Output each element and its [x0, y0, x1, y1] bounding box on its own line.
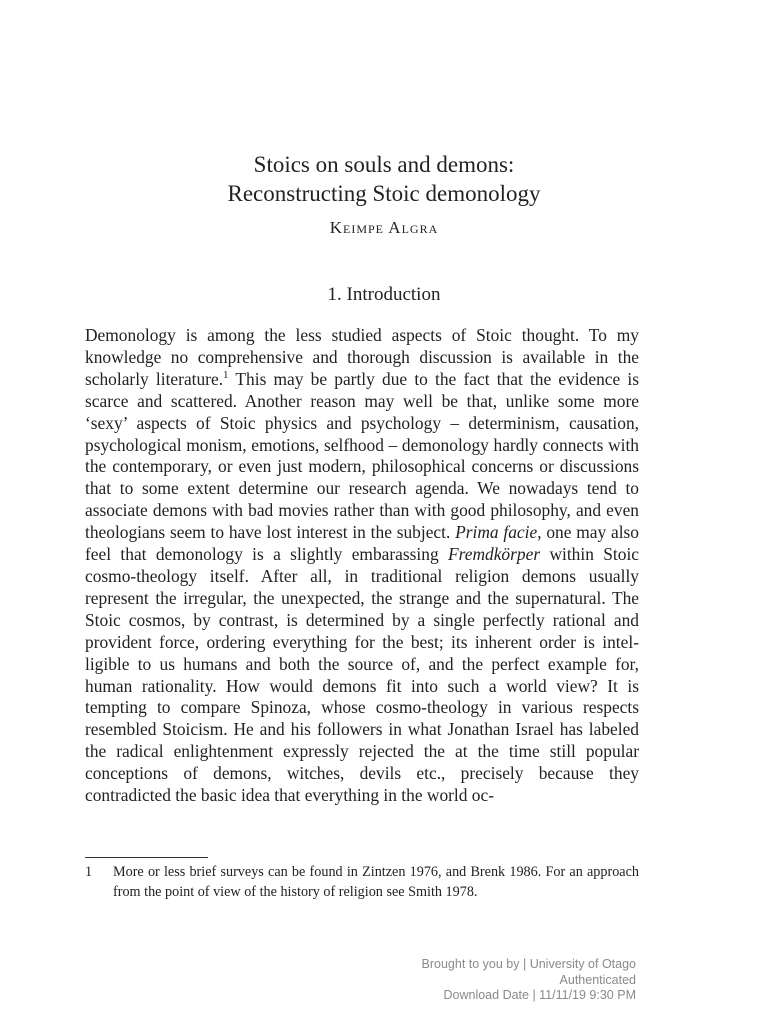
footnote-reference[interactable]: 1: [223, 368, 229, 381]
watermark-line-3: Download Date | 11/11/19 9:30 PM: [443, 988, 636, 1002]
body-text-part-1: Demonology is among the less studied aspects of Stoic thought. To my knowledge no comprehensive and thorough discussion is available in the scholarly literature.: [85, 325, 639, 389]
body-text-part-4: within Stoic cosmo-theology itself. After all, in traditional religion demons usually represent the irregular, the unexpected, the strange and the supernatural. The Stoic cosmos, by contrast, is determined by a single perfectly rational and provident force, ordering everything for the best; its inherent order is intelligible to us humans and both the source of, and the perfect example for, human rationality. How would demons fit into such a world view? It is tempting to compare Spinoza, whose cosmo-theology in various respects resembled Stoicism. He and his followers in what Jonathan Israel has labeled the radical enlightenment expressly rejected the at the time still popular conceptions of demons, witches, devils etc., precisely because they contradicted the basic idea that everything in the world oc-: [85, 544, 639, 806]
italic-phrase-prima-facie: Prima facie: [455, 522, 538, 543]
access-watermark: [422, 957, 636, 1004]
section-heading: 1. Introduction: [327, 284, 441, 305]
watermark-line-1: Brought to you by | University of Otago: [421, 957, 636, 971]
chapter-title-line-1: Stoics on souls and demons:: [253, 152, 515, 177]
watermark-line-2: Authenticated: [559, 972, 636, 987]
italic-phrase-fremdkorper: Fremdkörper: [448, 544, 541, 565]
chapter-title: [0, 150, 768, 208]
author-name: Keimpe Algra: [329, 218, 439, 237]
chapter-title-line-2: Reconstructing Stoic demonology: [227, 181, 541, 206]
body-text-part-2: This may be partly due to the fact that the evidence is scarce and scattered. Another reason may well be that, unlike some more ‘sexy’ aspects of Stoic physics and psychology – determinism, causation, psychological monism, emotions, selfhood – demonology hardly connects with the contemporary, or even just modern, philosophical concerns or discussions that to some extent determine our research agenda. We nowadays tend to associate demons with bad movies rather than with good philosophy, and even theologians seem to have lost interest in the subject.: [85, 368, 639, 543]
footnote-divider: [85, 857, 208, 858]
footnote-number: 1: [85, 864, 93, 880]
footnote: [85, 862, 639, 902]
footnote-text: More or less brief surveys can be found in Zintzen 1976, and Brenk 1986. For an approach from the point of view of the history of religion see Smith 1978.: [113, 864, 639, 900]
body-paragraph: [85, 325, 639, 807]
body-text-part-3: , one may also feel that demonology is a slightly embarassing: [85, 522, 639, 565]
